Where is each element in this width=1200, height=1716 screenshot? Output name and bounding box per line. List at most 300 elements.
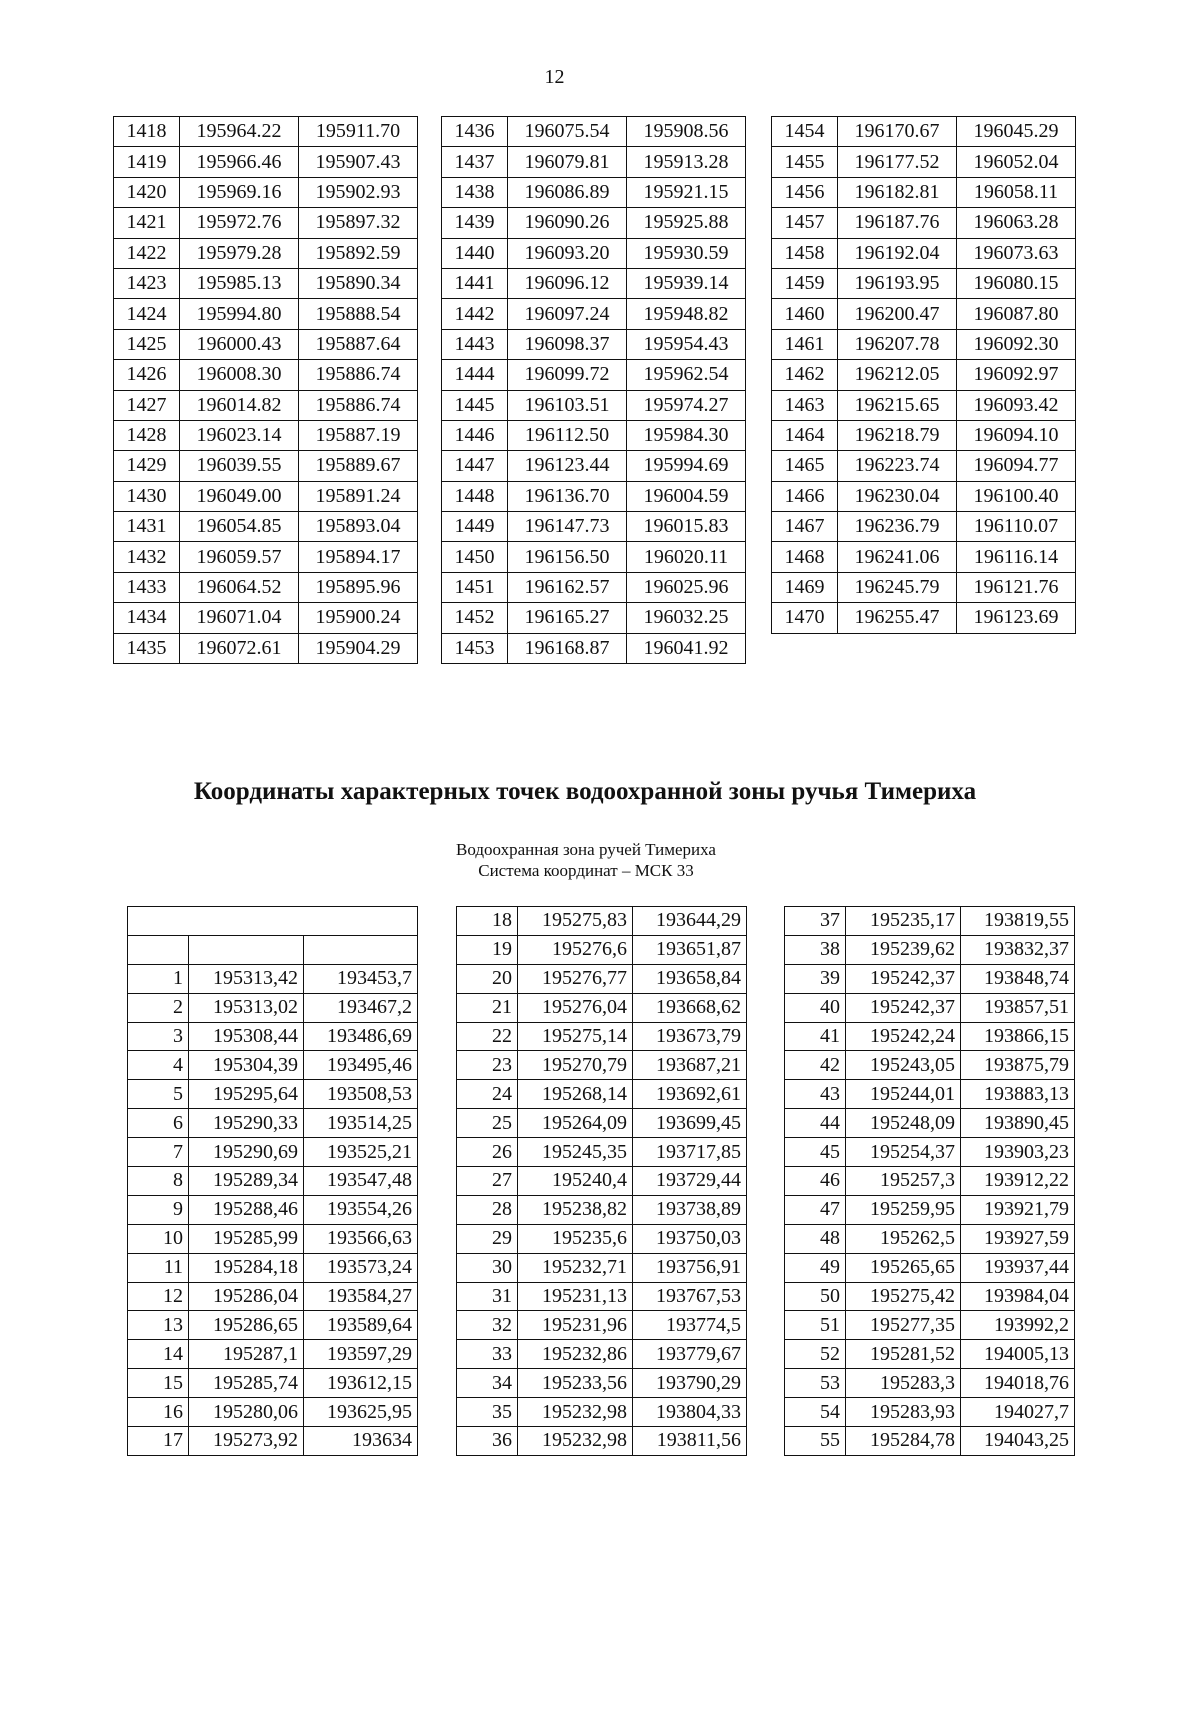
y-coordinate-cell: 196080.15 — [957, 268, 1076, 298]
y-coordinate-cell: 195948.82 — [627, 299, 746, 329]
y-coordinate-cell: 195891.24 — [299, 481, 418, 511]
point-number-cell: 1457 — [772, 208, 838, 238]
point-number-cell: 1450 — [442, 542, 508, 572]
table-row — [457, 1282, 747, 1311]
x-coordinate-cell: 196014.82 — [180, 390, 299, 420]
table-row — [785, 1022, 1075, 1051]
point-number-cell: 1 — [128, 964, 189, 993]
x-coordinate-cell: 195264,09 — [518, 1109, 633, 1138]
point-number-cell: 1433 — [114, 572, 180, 602]
x-coordinate-cell: 195985.13 — [180, 268, 299, 298]
point-number-cell: 18 — [457, 907, 518, 936]
point-number-cell: 1448 — [442, 481, 508, 511]
point-number-cell: 1454 — [772, 117, 838, 147]
table-row — [128, 1311, 418, 1340]
point-number-cell: 1422 — [114, 238, 180, 268]
point-number-cell: 53 — [785, 1369, 846, 1398]
table-row — [114, 572, 418, 602]
point-number-cell: 55 — [785, 1427, 846, 1456]
x-coordinate-cell: 195232,86 — [518, 1340, 633, 1369]
y-coordinate-cell: 193566,63 — [304, 1224, 418, 1253]
x-coordinate-cell: 196098.37 — [508, 329, 627, 359]
x-coordinate-cell: 195286,65 — [189, 1311, 304, 1340]
point-number-cell: 46 — [785, 1167, 846, 1196]
y-coordinate-cell: 193486,69 — [304, 1022, 418, 1051]
x-coordinate-cell: 195276,04 — [518, 993, 633, 1022]
y-coordinate-cell: 195895.96 — [299, 572, 418, 602]
y-coordinate-cell: 196094.10 — [957, 420, 1076, 450]
y-coordinate-cell: 195913.28 — [627, 147, 746, 177]
y-coordinate-cell: 193738,89 — [633, 1195, 747, 1224]
y-coordinate-cell: 193875,79 — [961, 1051, 1075, 1080]
x-coordinate-cell: 195964.22 — [180, 117, 299, 147]
x-coordinate-cell: 195235,17 — [846, 907, 961, 936]
table-row — [457, 907, 747, 936]
table-row — [785, 1311, 1075, 1340]
table-row — [128, 1022, 418, 1051]
point-number-cell: 1456 — [772, 177, 838, 207]
x-coordinate-cell: 195285,74 — [189, 1369, 304, 1398]
coordinates-table-top-2 — [441, 116, 746, 664]
y-coordinate-cell: 195925.88 — [627, 208, 746, 238]
point-number-cell: 35 — [457, 1398, 518, 1427]
point-number-cell: 1463 — [772, 390, 838, 420]
x-coordinate-cell: 196147.73 — [508, 512, 627, 542]
x-coordinate-cell: 196165.27 — [508, 603, 627, 633]
table-row — [772, 420, 1076, 450]
y-coordinate-cell: 193525,21 — [304, 1138, 418, 1167]
x-coordinate-cell: 195276,6 — [518, 935, 633, 964]
point-number-cell: 1451 — [442, 572, 508, 602]
x-coordinate-cell: 195239,62 — [846, 935, 961, 964]
x-coordinate-cell: 196103.51 — [508, 390, 627, 420]
x-coordinate-cell: 196212.05 — [838, 360, 957, 390]
point-number-cell: 54 — [785, 1398, 846, 1427]
y-coordinate-cell: 193912,22 — [961, 1167, 1075, 1196]
x-coordinate-cell: 196170.67 — [838, 117, 957, 147]
y-coordinate-cell: 196087.80 — [957, 299, 1076, 329]
point-number-cell: 21 — [457, 993, 518, 1022]
x-coordinate-cell: 195232,98 — [518, 1427, 633, 1456]
table-row — [128, 1109, 418, 1138]
y-coordinate-cell: 193866,15 — [961, 1022, 1075, 1051]
x-coordinate-cell: 196223.74 — [838, 451, 957, 481]
table-row — [114, 481, 418, 511]
y-coordinate-cell: 195887.64 — [299, 329, 418, 359]
y-coordinate-cell: 193717,85 — [633, 1138, 747, 1167]
point-number-cell: 1446 — [442, 420, 508, 450]
y-coordinate-cell: 196116.14 — [957, 542, 1076, 572]
y-coordinate-cell: 193644,29 — [633, 907, 747, 936]
y-coordinate-cell: 193668,62 — [633, 993, 747, 1022]
x-coordinate-cell: 195270,79 — [518, 1051, 633, 1080]
point-number-cell: 41 — [785, 1022, 846, 1051]
point-number-cell: 1439 — [442, 208, 508, 238]
table-row — [457, 1398, 747, 1427]
point-number-cell: 1461 — [772, 329, 838, 359]
table-row — [457, 1224, 747, 1253]
table-row — [442, 420, 746, 450]
x-coordinate-cell: 195275,42 — [846, 1282, 961, 1311]
table-row — [457, 1311, 747, 1340]
table-row — [114, 117, 418, 147]
point-number-cell: 5 — [128, 1080, 189, 1109]
point-number-cell: 1445 — [442, 390, 508, 420]
table-row — [114, 268, 418, 298]
point-number-cell: 28 — [457, 1195, 518, 1224]
y-coordinate-cell: 194005,13 — [961, 1340, 1075, 1369]
x-coordinate-cell: 195969.16 — [180, 177, 299, 207]
point-number-cell: 3 — [128, 1022, 189, 1051]
y-coordinate-cell: 193699,45 — [633, 1109, 747, 1138]
point-number-cell: 12 — [128, 1282, 189, 1311]
point-number-cell: 1424 — [114, 299, 180, 329]
x-coordinate-cell: 195243,05 — [846, 1051, 961, 1080]
y-coordinate-cell: 193658,84 — [633, 964, 747, 993]
y-coordinate-cell: 193921,79 — [961, 1195, 1075, 1224]
point-number-cell: 44 — [785, 1109, 846, 1138]
table-row — [128, 1340, 418, 1369]
y-coordinate-cell: 193687,21 — [633, 1051, 747, 1080]
y-coordinate-cell: 193625,95 — [304, 1398, 418, 1427]
table-row — [785, 1195, 1075, 1224]
point-number-cell: 1467 — [772, 512, 838, 542]
point-number-cell: 36 — [457, 1427, 518, 1456]
point-number-cell: 1429 — [114, 451, 180, 481]
point-number-cell: 39 — [785, 964, 846, 993]
x-coordinate-cell: 196112.50 — [508, 420, 627, 450]
y-coordinate-cell: 193883,13 — [961, 1080, 1075, 1109]
table-row — [457, 1167, 747, 1196]
table-row — [772, 481, 1076, 511]
point-number-cell: 1432 — [114, 542, 180, 572]
table-header-cell — [128, 907, 418, 936]
x-coordinate-cell: 195268,14 — [518, 1080, 633, 1109]
y-coordinate-cell: 193673,79 — [633, 1022, 747, 1051]
x-coordinate-cell: 196245.79 — [838, 572, 957, 602]
y-coordinate-cell: 195911.70 — [299, 117, 418, 147]
y-coordinate-cell: 194018,76 — [961, 1369, 1075, 1398]
x-coordinate-cell: 195280,06 — [189, 1398, 304, 1427]
point-number-cell: 20 — [457, 964, 518, 993]
point-number-cell: 38 — [785, 935, 846, 964]
x-coordinate-cell: 196177.52 — [838, 147, 957, 177]
table-row — [785, 1051, 1075, 1080]
y-coordinate-cell: 195888.54 — [299, 299, 418, 329]
point-number-cell: 37 — [785, 907, 846, 936]
x-coordinate-cell: 195231,96 — [518, 1311, 633, 1340]
table-row — [772, 177, 1076, 207]
y-coordinate-cell: 193467,2 — [304, 993, 418, 1022]
point-number-cell: 33 — [457, 1340, 518, 1369]
x-coordinate-cell: 196023.14 — [180, 420, 299, 450]
y-coordinate-cell: 196073.63 — [957, 238, 1076, 268]
point-number-cell: 6 — [128, 1109, 189, 1138]
x-coordinate-cell: 195286,04 — [189, 1282, 304, 1311]
table-row — [442, 603, 746, 633]
y-coordinate-cell: 193750,03 — [633, 1224, 747, 1253]
x-coordinate-cell: 195284,78 — [846, 1427, 961, 1456]
point-number-cell: 27 — [457, 1167, 518, 1196]
document-title: Координаты характерных точек водоохранной зоны ручья Тимериха — [193, 778, 977, 805]
point-number-cell: 43 — [785, 1080, 846, 1109]
point-number-cell: 1430 — [114, 481, 180, 511]
y-coordinate-cell: 196052.04 — [957, 147, 1076, 177]
point-number-cell: 31 — [457, 1282, 518, 1311]
x-coordinate-cell: 195242,37 — [846, 993, 961, 1022]
y-coordinate-cell: 193984,04 — [961, 1282, 1075, 1311]
point-number-cell: 9 — [128, 1195, 189, 1224]
point-number-cell: 48 — [785, 1224, 846, 1253]
y-coordinate-cell: 193903,23 — [961, 1138, 1075, 1167]
x-coordinate-cell: 196136.70 — [508, 481, 627, 511]
y-coordinate-cell: 196094.77 — [957, 451, 1076, 481]
coordinates-table-top-3 — [771, 116, 1076, 634]
point-number-cell: 7 — [128, 1138, 189, 1167]
x-coordinate-cell: 195313,02 — [189, 993, 304, 1022]
point-number-cell: 1458 — [772, 238, 838, 268]
y-coordinate-cell: 195921.15 — [627, 177, 746, 207]
table-row — [114, 147, 418, 177]
x-coordinate-cell: 195275,83 — [518, 907, 633, 936]
table-row — [785, 907, 1075, 936]
x-coordinate-cell: 196207.78 — [838, 329, 957, 359]
x-coordinate-cell: 195285,99 — [189, 1224, 304, 1253]
table-row — [457, 1195, 747, 1224]
point-number-cell: 1469 — [772, 572, 838, 602]
y-coordinate-cell: 195974.27 — [627, 390, 746, 420]
point-number-cell: 1418 — [114, 117, 180, 147]
table-row — [457, 1427, 747, 1456]
y-coordinate-cell: 195962.54 — [627, 360, 746, 390]
table-row — [785, 1282, 1075, 1311]
point-number-cell: 1428 — [114, 420, 180, 450]
x-coordinate-cell: 195994.80 — [180, 299, 299, 329]
point-number-cell: 1455 — [772, 147, 838, 177]
coordinate-system-label: Система координат – МСК 33 — [478, 861, 694, 880]
x-coordinate-cell: 195233,56 — [518, 1369, 633, 1398]
page-number: 12 — [544, 66, 565, 88]
y-coordinate-cell: 196041.92 — [627, 633, 746, 663]
table-row — [772, 572, 1076, 602]
x-coordinate-cell: 195283,93 — [846, 1398, 961, 1427]
table-row — [114, 512, 418, 542]
coordinates-table-bottom-2 — [456, 906, 747, 1456]
x-coordinate-cell: 195244,01 — [846, 1080, 961, 1109]
point-number-cell: 4 — [128, 1051, 189, 1080]
y-coordinate-cell: 195907.43 — [299, 147, 418, 177]
point-number-cell: 23 — [457, 1051, 518, 1080]
point-number-cell: 40 — [785, 993, 846, 1022]
x-coordinate-cell: 196123.44 — [508, 451, 627, 481]
table-row — [442, 268, 746, 298]
table-row — [772, 329, 1076, 359]
table-row — [785, 1167, 1075, 1196]
table-row — [457, 993, 747, 1022]
point-number-cell: 24 — [457, 1080, 518, 1109]
x-coordinate-cell: 196192.04 — [838, 238, 957, 268]
table-row — [128, 1138, 418, 1167]
x-coordinate-cell: 195231,13 — [518, 1282, 633, 1311]
table-row — [785, 1369, 1075, 1398]
table-row — [128, 1253, 418, 1282]
y-coordinate-cell: 196004.59 — [627, 481, 746, 511]
point-number-cell: 1427 — [114, 390, 180, 420]
table-row — [442, 542, 746, 572]
x-coordinate-cell: 196218.79 — [838, 420, 957, 450]
x-coordinate-cell: 195284,18 — [189, 1253, 304, 1282]
x-coordinate-cell: 195290,33 — [189, 1109, 304, 1138]
y-coordinate-cell: 193790,29 — [633, 1369, 747, 1398]
y-coordinate-cell: 195889.67 — [299, 451, 418, 481]
point-number-cell: 1436 — [442, 117, 508, 147]
table-row — [457, 964, 747, 993]
table-row — [457, 1022, 747, 1051]
table-row — [772, 208, 1076, 238]
x-coordinate-cell: 195273,92 — [189, 1427, 304, 1456]
table-row — [772, 360, 1076, 390]
table-row — [442, 512, 746, 542]
y-coordinate-cell: 193651,87 — [633, 935, 747, 964]
table-row — [442, 451, 746, 481]
table-row — [128, 964, 418, 993]
y-coordinate-cell: 195984.30 — [627, 420, 746, 450]
x-coordinate-cell: 195289,34 — [189, 1167, 304, 1196]
table-row — [128, 1195, 418, 1224]
x-coordinate-cell: 195287,1 — [189, 1340, 304, 1369]
table-row — [114, 238, 418, 268]
x-coordinate-cell: 196236.79 — [838, 512, 957, 542]
y-coordinate-cell: 196015.83 — [627, 512, 746, 542]
table-row — [785, 1398, 1075, 1427]
point-number-cell: 1437 — [442, 147, 508, 177]
table-row — [457, 1109, 747, 1138]
point-number-cell: 1435 — [114, 633, 180, 663]
table-row — [114, 633, 418, 663]
table-row — [785, 935, 1075, 964]
x-coordinate-cell: 196200.47 — [838, 299, 957, 329]
x-coordinate-cell: 196086.89 — [508, 177, 627, 207]
y-coordinate-cell: 195887.19 — [299, 420, 418, 450]
point-number-cell: 16 — [128, 1398, 189, 1427]
x-coordinate-cell: 196075.54 — [508, 117, 627, 147]
point-number-cell: 42 — [785, 1051, 846, 1080]
point-number-cell: 17 — [128, 1427, 189, 1456]
y-coordinate-cell: 195902.93 — [299, 177, 418, 207]
table-row — [772, 268, 1076, 298]
x-coordinate-cell: 195283,3 — [846, 1369, 961, 1398]
table-row — [772, 147, 1076, 177]
y-coordinate-cell: 193804,33 — [633, 1398, 747, 1427]
y-coordinate-cell: 195892.59 — [299, 238, 418, 268]
x-coordinate-cell: 196039.55 — [180, 451, 299, 481]
table-row — [457, 1051, 747, 1080]
point-number-cell: 30 — [457, 1253, 518, 1282]
point-number-cell: 1468 — [772, 542, 838, 572]
table-row — [785, 993, 1075, 1022]
table-row — [772, 512, 1076, 542]
table-row — [457, 1340, 747, 1369]
table-row — [772, 117, 1076, 147]
x-coordinate-cell: 195308,44 — [189, 1022, 304, 1051]
table-row — [128, 1282, 418, 1311]
x-coordinate-cell: 196230.04 — [838, 481, 957, 511]
y-coordinate-cell: 196100.40 — [957, 481, 1076, 511]
x-coordinate-cell: 195304,39 — [189, 1051, 304, 1080]
point-number-cell: 1419 — [114, 147, 180, 177]
x-coordinate-cell: 195262,5 — [846, 1224, 961, 1253]
table-row — [785, 1109, 1075, 1138]
table-row — [772, 299, 1076, 329]
point-number-cell: 1442 — [442, 299, 508, 329]
x-coordinate-cell: 196054.85 — [180, 512, 299, 542]
y-coordinate-cell: 196092.97 — [957, 360, 1076, 390]
point-number-cell: 1464 — [772, 420, 838, 450]
table-row — [442, 633, 746, 663]
x-coordinate-cell: 195966.46 — [180, 147, 299, 177]
point-number-cell: 26 — [457, 1138, 518, 1167]
y-coordinate-cell: 195954.43 — [627, 329, 746, 359]
table-row — [114, 603, 418, 633]
y-coordinate-cell: 193692,61 — [633, 1080, 747, 1109]
table-row — [785, 964, 1075, 993]
x-coordinate-cell: 196049.00 — [180, 481, 299, 511]
point-number-cell: 1444 — [442, 360, 508, 390]
x-coordinate-cell: 195238,82 — [518, 1195, 633, 1224]
table-row — [128, 993, 418, 1022]
x-coordinate-cell: 195257,3 — [846, 1167, 961, 1196]
table-row — [442, 572, 746, 602]
point-number-cell: 13 — [128, 1311, 189, 1340]
table-row — [442, 481, 746, 511]
table-row — [114, 329, 418, 359]
point-number-cell: 1420 — [114, 177, 180, 207]
point-number-cell: 15 — [128, 1369, 189, 1398]
x-coordinate-cell: 195275,14 — [518, 1022, 633, 1051]
table-row — [442, 147, 746, 177]
y-coordinate-cell: 193495,46 — [304, 1051, 418, 1080]
table-row — [128, 1427, 418, 1456]
point-number-cell: 1447 — [442, 451, 508, 481]
y-coordinate-cell: 193767,53 — [633, 1282, 747, 1311]
x-coordinate-cell: 196187.76 — [838, 208, 957, 238]
table-row — [128, 1224, 418, 1253]
point-number-cell: 47 — [785, 1195, 846, 1224]
point-number-cell: 1443 — [442, 329, 508, 359]
x-coordinate-cell: 196099.72 — [508, 360, 627, 390]
y-coordinate-cell: 195900.24 — [299, 603, 418, 633]
y-coordinate-cell: 196045.29 — [957, 117, 1076, 147]
x-coordinate-cell: 195240,4 — [518, 1167, 633, 1196]
table-row — [114, 542, 418, 572]
y-coordinate-cell: 195894.17 — [299, 542, 418, 572]
y-coordinate-cell: 196032.25 — [627, 603, 746, 633]
x-coordinate-cell: 195265,65 — [846, 1253, 961, 1282]
y-coordinate-cell: 193832,37 — [961, 935, 1075, 964]
y-coordinate-cell: 195886.74 — [299, 390, 418, 420]
y-coordinate-cell: 193554,26 — [304, 1195, 418, 1224]
point-number-cell: 1434 — [114, 603, 180, 633]
table-row — [785, 1080, 1075, 1109]
point-number-cell: 32 — [457, 1311, 518, 1340]
x-coordinate-cell: 195245,35 — [518, 1138, 633, 1167]
y-coordinate-cell: 195897.32 — [299, 208, 418, 238]
point-number-cell: 49 — [785, 1253, 846, 1282]
x-coordinate-cell: 196168.87 — [508, 633, 627, 663]
y-coordinate-cell: 194043,25 — [961, 1427, 1075, 1456]
y-coordinate-cell: 193857,51 — [961, 993, 1075, 1022]
table-row — [114, 177, 418, 207]
